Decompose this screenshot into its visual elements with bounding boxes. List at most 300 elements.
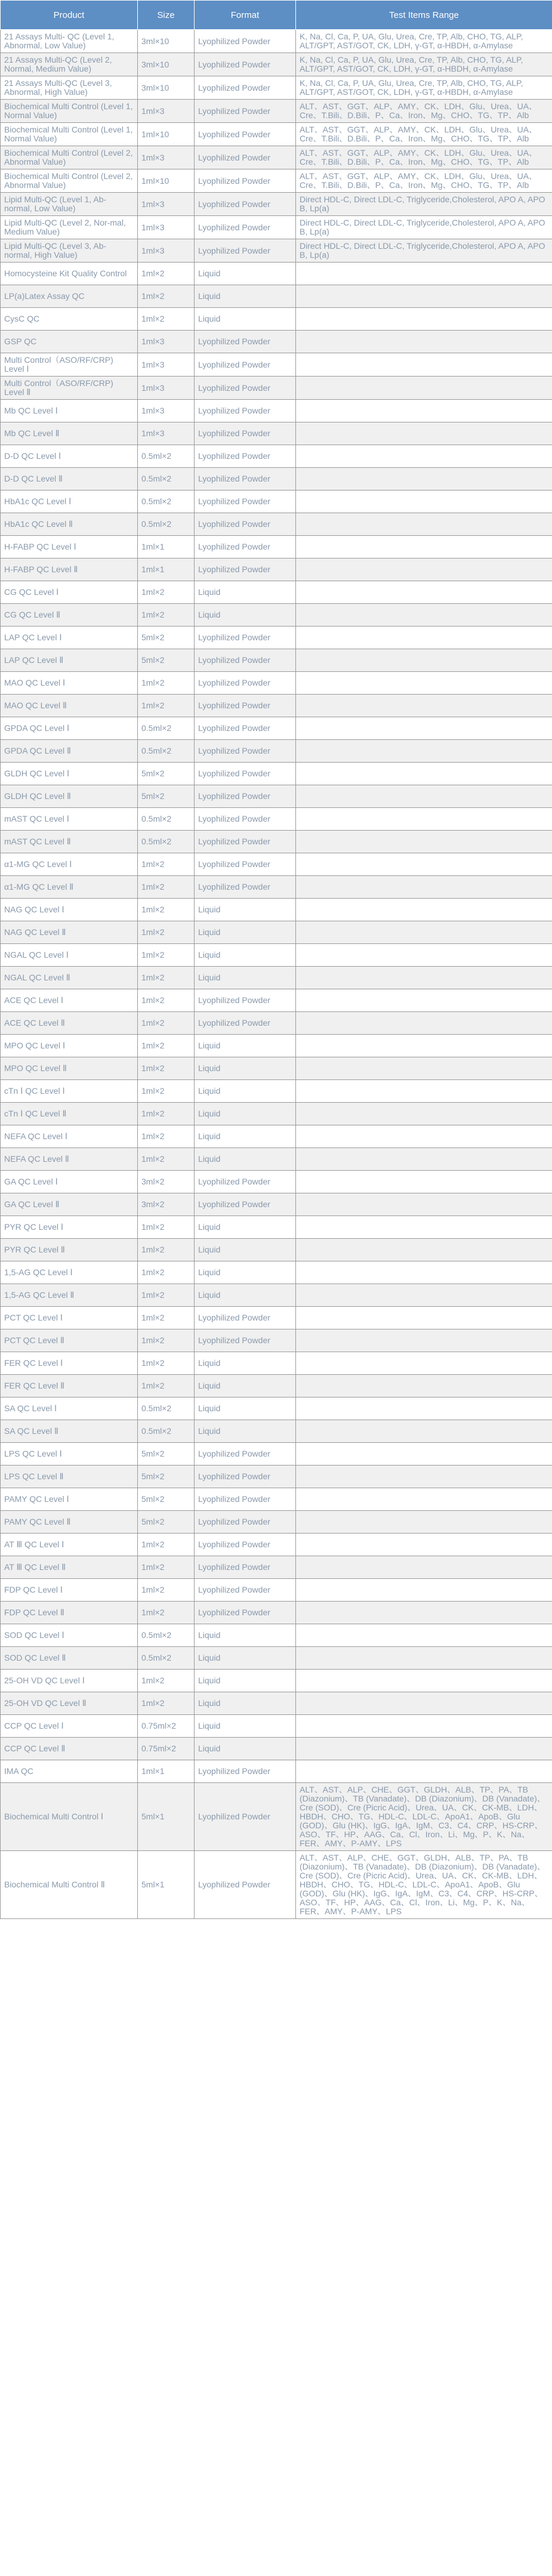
table-row <box>1 695 552 717</box>
product-cell: GLDH QC Level Ⅱ <box>1 785 138 808</box>
product-cell: GA QC Level Ⅰ <box>1 1171 138 1193</box>
size-cell: 1ml×3 <box>138 216 195 239</box>
test-items-cell <box>296 331 552 353</box>
test-items-cell: ALT、AST、GGT、ALP、AMY、CK、LDH、Glu、Urea、UA、Cre、T.Bili、D.Bili、P、Ca、Iron、Mg、CHO、TG、TP、Alb <box>296 169 552 193</box>
test-items-cell <box>296 1738 552 1760</box>
table-row <box>1 285 552 308</box>
table-row <box>1 672 552 695</box>
table-row <box>1 169 552 193</box>
format-cell: Liquid <box>195 899 296 921</box>
format-cell: Lyophilized Powder <box>195 422 296 445</box>
test-items-cell: Direct HDL-C, Direct LDL-C, Triglyceride,Cholesterol, APO A, APO B, Lp(a) <box>296 239 552 263</box>
test-items-cell <box>296 1352 552 1375</box>
size-cell: 5ml×2 <box>138 1511 195 1534</box>
size-cell: 1ml×2 <box>138 1035 195 1057</box>
table-row <box>1 921 552 944</box>
format-cell: Lyophilized Powder <box>195 146 296 169</box>
format-cell: Lyophilized Powder <box>195 649 296 672</box>
header-size: Size <box>138 1 195 30</box>
product-cell: CysC QC <box>1 308 138 331</box>
format-cell: Liquid <box>195 1692 296 1715</box>
table-row <box>1 239 552 263</box>
format-cell: Lyophilized Powder <box>195 216 296 239</box>
table-row <box>1 785 552 808</box>
product-cell: SOD QC Level Ⅱ <box>1 1647 138 1670</box>
product-cell: D-D QC Level Ⅰ <box>1 445 138 468</box>
size-cell: 1ml×2 <box>138 1216 195 1239</box>
table-row <box>1 400 552 422</box>
product-cell: Lipid Multi-QC (Level 3, Ab-normal, High Value) <box>1 239 138 263</box>
table-row <box>1 831 552 853</box>
size-cell: 1ml×2 <box>138 263 195 285</box>
size-cell: 1ml×2 <box>138 672 195 695</box>
product-cell: Biochemical Multi Control (Level 1, Normal Value) <box>1 100 138 123</box>
product-cell: Mb QC Level Ⅰ <box>1 400 138 422</box>
size-cell: 3ml×10 <box>138 30 195 53</box>
table-row <box>1 1715 552 1738</box>
size-cell: 1ml×2 <box>138 581 195 604</box>
size-cell: 1ml×2 <box>138 1329 195 1352</box>
product-cell: HbA1c QC Level Ⅰ <box>1 490 138 513</box>
format-cell: Lyophilized Powder <box>195 1534 296 1556</box>
product-cell: LAP QC Level Ⅱ <box>1 649 138 672</box>
format-cell: Liquid <box>195 1103 296 1125</box>
size-cell: 1ml×3 <box>138 239 195 263</box>
size-cell: 1ml×2 <box>138 1080 195 1103</box>
size-cell: 3ml×2 <box>138 1171 195 1193</box>
size-cell: 5ml×2 <box>138 627 195 649</box>
test-items-cell <box>296 740 552 763</box>
format-cell: Liquid <box>195 1397 296 1420</box>
table-row <box>1 1375 552 1397</box>
size-cell: 1ml×2 <box>138 899 195 921</box>
size-cell: 1ml×2 <box>138 944 195 967</box>
table-row <box>1 76 552 100</box>
format-cell: Lyophilized Powder <box>195 1579 296 1602</box>
test-items-cell <box>296 763 552 785</box>
test-items-cell: ALT、AST、GGT、ALP、AMY、CK、LDH、Glu、Urea、UA、Cre、T.Bili、D.Bili、P、Ca、Iron、Mg、CHO、TG、TP、Alb <box>296 100 552 123</box>
test-items-cell <box>296 649 552 672</box>
table-row <box>1 1556 552 1579</box>
format-cell: Lyophilized Powder <box>195 1602 296 1624</box>
product-cell: Biochemical Multi Control (Level 1, Normal Value) <box>1 123 138 146</box>
table-row <box>1 1397 552 1420</box>
table-row <box>1 1329 552 1352</box>
size-cell: 1ml×2 <box>138 1012 195 1035</box>
size-cell: 1ml×3 <box>138 400 195 422</box>
product-cell: GA QC Level Ⅱ <box>1 1193 138 1216</box>
size-cell: 1ml×3 <box>138 146 195 169</box>
test-items-cell: ALT、AST、ALP、CHE、GGT、GLDH、ALB、TP、PA、TB (Diazonium)、TB (Vanadate)、DB (Diazonium)、DB (Vanadate)、Cre (SOD)、Cre (Picric Acid)、Urea、UA、CK、CK-MB、LDH、HBDH、CHO、TG、HDL-C、LDL-C、ApoA1、ApoB、Glu (GOD)、Glu (HK)、IgG、IgA、IgM、C3、C4、CRP、HS-CRP、ASO、TF、HP、AAG、Ca、Cl、Iron、Li、Mg、P、K、Na、FER、AMY、P-AMY、LPS <box>296 1851 552 1919</box>
test-items-cell <box>296 1420 552 1443</box>
format-cell: Lyophilized Powder <box>195 1443 296 1466</box>
product-cell: SOD QC Level Ⅰ <box>1 1624 138 1647</box>
size-cell: 1ml×2 <box>138 967 195 989</box>
format-cell: Lyophilized Powder <box>195 627 296 649</box>
test-items-cell: K, Na, Cl, Ca, P, UA, Glu, Urea, Cre, TP, Alb, CHO, TG, ALP, ALT/GPT, AST/GOT, CK, LDH, γ-GT, α-HBDH, α-Amylase <box>296 76 552 100</box>
table-row <box>1 1647 552 1670</box>
product-cell: Biochemical Multi Control (Level 2, Abnormal Value) <box>1 146 138 169</box>
format-cell: Liquid <box>195 1261 296 1284</box>
product-cell: 1,5-AG QC Level Ⅱ <box>1 1284 138 1307</box>
product-cell: NGAL QC Level Ⅰ <box>1 944 138 967</box>
size-cell: 1ml×10 <box>138 123 195 146</box>
header-format: Format <box>195 1 296 30</box>
test-items-cell <box>296 1602 552 1624</box>
product-cell: MAO QC Level Ⅱ <box>1 695 138 717</box>
product-cell: Biochemical Multi Control Ⅰ <box>1 1783 138 1851</box>
table-row <box>1 1193 552 1216</box>
size-cell: 5ml×1 <box>138 1851 195 1919</box>
header-product: Product <box>1 1 138 30</box>
test-items-cell <box>296 1216 552 1239</box>
size-cell: 0.5ml×2 <box>138 1647 195 1670</box>
size-cell: 5ml×2 <box>138 1443 195 1466</box>
product-cell: CCP QC Level Ⅱ <box>1 1738 138 1760</box>
product-cell: PCT QC Level Ⅰ <box>1 1307 138 1329</box>
size-cell: 1ml×2 <box>138 695 195 717</box>
table-header-row <box>1 1 552 30</box>
format-cell: Lyophilized Powder <box>195 53 296 76</box>
size-cell: 0.5ml×2 <box>138 1624 195 1647</box>
table-row <box>1 1511 552 1534</box>
product-cell: D-D QC Level Ⅱ <box>1 468 138 490</box>
format-cell: Liquid <box>195 1624 296 1647</box>
table-row <box>1 763 552 785</box>
size-cell: 1ml×2 <box>138 1602 195 1624</box>
format-cell: Liquid <box>195 1715 296 1738</box>
table-row <box>1 468 552 490</box>
product-cell: α1-MG QC Level Ⅰ <box>1 853 138 876</box>
format-cell: Liquid <box>195 1148 296 1171</box>
table-row <box>1 740 552 763</box>
header-test-items-range: Test Items Range <box>296 1 552 30</box>
product-cell: Biochemical Multi Control (Level 2, Abnormal Value) <box>1 169 138 193</box>
table-row <box>1 808 552 831</box>
table-row <box>1 422 552 445</box>
format-cell: Lyophilized Powder <box>195 1851 296 1919</box>
size-cell: 0.5ml×2 <box>138 513 195 536</box>
table-row <box>1 1216 552 1239</box>
table-row <box>1 1851 552 1919</box>
format-cell: Lyophilized Powder <box>195 76 296 100</box>
size-cell: 1ml×2 <box>138 1692 195 1715</box>
format-cell: Lyophilized Powder <box>195 169 296 193</box>
test-items-cell <box>296 1511 552 1534</box>
size-cell: 1ml×2 <box>138 1670 195 1692</box>
test-items-cell <box>296 989 552 1012</box>
product-cell: cTn Ⅰ QC Level Ⅰ <box>1 1080 138 1103</box>
test-items-cell <box>296 1307 552 1329</box>
format-cell: Lyophilized Powder <box>195 1307 296 1329</box>
size-cell: 1ml×2 <box>138 1148 195 1171</box>
table-row <box>1 627 552 649</box>
table-row <box>1 581 552 604</box>
format-cell: Liquid <box>195 921 296 944</box>
product-cell: LPS QC Level Ⅱ <box>1 1466 138 1488</box>
format-cell: Lyophilized Powder <box>195 1012 296 1035</box>
test-items-cell <box>296 899 552 921</box>
test-items-cell <box>296 1193 552 1216</box>
product-cell: Lipid Multi-QC (Level 1, Ab-normal, Low Value) <box>1 193 138 216</box>
table-row <box>1 853 552 876</box>
product-cell: MPO QC Level Ⅰ <box>1 1035 138 1057</box>
table-row <box>1 513 552 536</box>
product-cell: mAST QC Level Ⅱ <box>1 831 138 853</box>
test-items-cell <box>296 1624 552 1647</box>
product-cell: 1,5-AG QC Level Ⅰ <box>1 1261 138 1284</box>
format-cell: Lyophilized Powder <box>195 100 296 123</box>
format-cell: Lyophilized Powder <box>195 239 296 263</box>
size-cell: 0.5ml×2 <box>138 1397 195 1420</box>
format-cell: Lyophilized Powder <box>195 672 296 695</box>
format-cell: Lyophilized Powder <box>195 123 296 146</box>
test-items-cell <box>296 672 552 695</box>
product-cell: CG QC Level Ⅰ <box>1 581 138 604</box>
table-row <box>1 1420 552 1443</box>
size-cell: 1ml×1 <box>138 536 195 559</box>
table-row <box>1 967 552 989</box>
table-row <box>1 899 552 921</box>
test-items-cell <box>296 717 552 740</box>
test-items-cell <box>296 1443 552 1466</box>
test-items-cell <box>296 1397 552 1420</box>
size-cell: 1ml×1 <box>138 559 195 581</box>
format-cell: Liquid <box>195 1080 296 1103</box>
table-row <box>1 1692 552 1715</box>
format-cell: Lyophilized Powder <box>195 513 296 536</box>
table-row <box>1 377 552 400</box>
table-row <box>1 944 552 967</box>
test-items-cell <box>296 627 552 649</box>
test-items-cell <box>296 831 552 853</box>
size-cell: 5ml×2 <box>138 649 195 672</box>
test-items-cell <box>296 1534 552 1556</box>
format-cell: Lyophilized Powder <box>195 1171 296 1193</box>
table-row <box>1 353 552 377</box>
size-cell: 5ml×2 <box>138 1488 195 1511</box>
table-row <box>1 1284 552 1307</box>
format-cell: Lyophilized Powder <box>195 1760 296 1783</box>
table-row <box>1 146 552 169</box>
size-cell: 1ml×3 <box>138 331 195 353</box>
test-items-cell <box>296 445 552 468</box>
table-row <box>1 1103 552 1125</box>
product-cell: H-FABP QC Level Ⅰ <box>1 536 138 559</box>
table-row <box>1 1057 552 1080</box>
test-items-cell <box>296 1035 552 1057</box>
size-cell: 1ml×3 <box>138 422 195 445</box>
format-cell: Liquid <box>195 1352 296 1375</box>
test-items-cell <box>296 1012 552 1035</box>
product-cell: IMA QC <box>1 1760 138 1783</box>
size-cell: 1ml×3 <box>138 377 195 400</box>
table-row <box>1 559 552 581</box>
product-cell: GSP QC <box>1 331 138 353</box>
format-cell: Liquid <box>195 967 296 989</box>
format-cell: Lyophilized Powder <box>195 1511 296 1534</box>
table-row <box>1 717 552 740</box>
product-cell: CCP QC Level Ⅰ <box>1 1715 138 1738</box>
test-items-cell <box>296 876 552 899</box>
product-cell: GPDA QC Level Ⅱ <box>1 740 138 763</box>
format-cell: Liquid <box>195 1738 296 1760</box>
size-cell: 1ml×2 <box>138 1284 195 1307</box>
test-items-cell <box>296 1080 552 1103</box>
size-cell: 1ml×2 <box>138 1125 195 1148</box>
size-cell: 1ml×2 <box>138 1307 195 1329</box>
product-cell: LAP QC Level Ⅰ <box>1 627 138 649</box>
size-cell: 1ml×2 <box>138 853 195 876</box>
table-row <box>1 1080 552 1103</box>
test-items-cell <box>296 490 552 513</box>
size-cell: 5ml×2 <box>138 763 195 785</box>
product-cell: LPS QC Level Ⅰ <box>1 1443 138 1466</box>
table-row <box>1 1624 552 1647</box>
product-cell: LP(a)Latex Assay QC <box>1 285 138 308</box>
test-items-cell: ALT、AST、GGT、ALP、AMY、CK、LDH、Glu、Urea、UA、Cre、T.Bili、D.Bili、P、Ca、Iron、Mg、CHO、TG、TP、Alb <box>296 146 552 169</box>
size-cell: 1ml×10 <box>138 169 195 193</box>
size-cell: 1ml×3 <box>138 193 195 216</box>
test-items-cell <box>296 1103 552 1125</box>
product-cell: 21 Assays Multi-QC (Level 3, Abnormal, High Value) <box>1 76 138 100</box>
size-cell: 0.5ml×2 <box>138 445 195 468</box>
test-items-cell <box>296 1556 552 1579</box>
size-cell: 3ml×10 <box>138 76 195 100</box>
test-items-cell: Direct HDL-C, Direct LDL-C, Triglyceride,Cholesterol, APO A, APO B, Lp(a) <box>296 193 552 216</box>
table-row <box>1 536 552 559</box>
product-cell: α1-MG QC Level Ⅱ <box>1 876 138 899</box>
size-cell: 1ml×2 <box>138 1556 195 1579</box>
format-cell: Lyophilized Powder <box>195 808 296 831</box>
table-row <box>1 1783 552 1851</box>
product-cell: 21 Assays Multi-QC (Level 2, Normal, Medium Value) <box>1 53 138 76</box>
table-row <box>1 1579 552 1602</box>
format-cell: Lyophilized Powder <box>195 353 296 377</box>
table-row <box>1 1352 552 1375</box>
format-cell: Liquid <box>195 285 296 308</box>
table-row <box>1 1035 552 1057</box>
product-cell: mAST QC Level Ⅰ <box>1 808 138 831</box>
format-cell: Lyophilized Powder <box>195 30 296 53</box>
product-cell: NAG QC Level Ⅰ <box>1 899 138 921</box>
size-cell: 0.5ml×2 <box>138 1420 195 1443</box>
size-cell: 0.75ml×2 <box>138 1738 195 1760</box>
product-cell: MPO QC Level Ⅱ <box>1 1057 138 1080</box>
format-cell: Lyophilized Powder <box>195 193 296 216</box>
product-cell: Multi Control（ASO/RF/CRP) Level Ⅱ <box>1 377 138 400</box>
test-items-cell <box>296 377 552 400</box>
size-cell: 1ml×1 <box>138 1760 195 1783</box>
format-cell: Lyophilized Powder <box>195 831 296 853</box>
product-cell: FER QC Level Ⅰ <box>1 1352 138 1375</box>
product-cell: FER QC Level Ⅱ <box>1 1375 138 1397</box>
product-cell: CG QC Level Ⅱ <box>1 604 138 627</box>
format-cell: Lyophilized Powder <box>195 1193 296 1216</box>
test-items-cell <box>296 1466 552 1488</box>
table-row <box>1 1171 552 1193</box>
table-row <box>1 1443 552 1466</box>
product-cell: NEFA QC Level Ⅰ <box>1 1125 138 1148</box>
product-cell: cTn Ⅰ QC Level Ⅱ <box>1 1103 138 1125</box>
size-cell: 0.5ml×2 <box>138 740 195 763</box>
product-cell: ACE QC Level Ⅱ <box>1 1012 138 1035</box>
size-cell: 1ml×2 <box>138 1534 195 1556</box>
table-row <box>1 1261 552 1284</box>
test-items-cell <box>296 1148 552 1171</box>
format-cell: Lyophilized Powder <box>195 717 296 740</box>
table-row <box>1 490 552 513</box>
table-row <box>1 1012 552 1035</box>
product-cell: 25-OH VD QC Level Ⅱ <box>1 1692 138 1715</box>
test-items-cell <box>296 468 552 490</box>
table-row <box>1 876 552 899</box>
product-cell: FDP QC Level Ⅱ <box>1 1602 138 1624</box>
table-row <box>1 1760 552 1783</box>
format-cell: Liquid <box>195 581 296 604</box>
test-items-cell <box>296 400 552 422</box>
product-cell: 21 Assays Multi- QC (Level 1, Abnormal, Low Value) <box>1 30 138 53</box>
format-cell: Lyophilized Powder <box>195 445 296 468</box>
size-cell: 1ml×2 <box>138 1103 195 1125</box>
size-cell: 1ml×2 <box>138 989 195 1012</box>
format-cell: Liquid <box>195 944 296 967</box>
product-cell: PYR QC Level Ⅰ <box>1 1216 138 1239</box>
table-row <box>1 100 552 123</box>
format-cell: Liquid <box>195 1670 296 1692</box>
format-cell: Liquid <box>195 263 296 285</box>
test-items-cell: ALT、AST、GGT、ALP、AMY、CK、LDH、Glu、Urea、UA、Cre、T.Bili、D.Bili、P、Ca、Iron、Mg、CHO、TG、TP、Alb <box>296 123 552 146</box>
format-cell: Liquid <box>195 1125 296 1148</box>
product-cell: Biochemical Multi Control Ⅱ <box>1 1851 138 1919</box>
test-items-cell: Direct HDL-C, Direct LDL-C, Triglyceride,Cholesterol, APO A, APO B, Lp(a) <box>296 216 552 239</box>
size-cell: 1ml×2 <box>138 1579 195 1602</box>
format-cell: Lyophilized Powder <box>195 1783 296 1851</box>
table-row <box>1 308 552 331</box>
table-row <box>1 1125 552 1148</box>
product-cell: SA QC Level Ⅰ <box>1 1397 138 1420</box>
size-cell: 0.5ml×2 <box>138 717 195 740</box>
test-items-cell <box>296 1375 552 1397</box>
format-cell: Lyophilized Powder <box>195 695 296 717</box>
test-items-cell: K, Na, Cl, Ca, P, UA, Glu, Urea, Cre, TP, Alb, CHO, TG, ALP, ALT/GPT, AST/GOT, CK, LDH, γ-GT, α-HBDH, α-Amylase <box>296 30 552 53</box>
size-cell: 1ml×3 <box>138 353 195 377</box>
test-items-cell <box>296 808 552 831</box>
table-body <box>1 30 552 1919</box>
product-cell: Mb QC Level Ⅱ <box>1 422 138 445</box>
product-cell: FDP QC Level Ⅰ <box>1 1579 138 1602</box>
test-items-cell <box>296 785 552 808</box>
format-cell: Lyophilized Powder <box>195 490 296 513</box>
product-cell: GPDA QC Level Ⅰ <box>1 717 138 740</box>
table-row <box>1 1670 552 1692</box>
product-cell: NGAL QC Level Ⅱ <box>1 967 138 989</box>
table-row <box>1 1148 552 1171</box>
product-cell: NEFA QC Level Ⅱ <box>1 1148 138 1171</box>
table-row <box>1 604 552 627</box>
size-cell: 1ml×2 <box>138 604 195 627</box>
format-cell: Lyophilized Powder <box>195 876 296 899</box>
product-cell: AT Ⅲ QC Level Ⅱ <box>1 1556 138 1579</box>
product-cell: NAG QC Level Ⅱ <box>1 921 138 944</box>
table-row <box>1 123 552 146</box>
format-cell: Liquid <box>195 1035 296 1057</box>
format-cell: Lyophilized Powder <box>195 1329 296 1352</box>
product-cell: 25-OH VD QC Level Ⅰ <box>1 1670 138 1692</box>
format-cell: Lyophilized Powder <box>195 377 296 400</box>
test-items-cell <box>296 1125 552 1148</box>
test-items-cell <box>296 1329 552 1352</box>
